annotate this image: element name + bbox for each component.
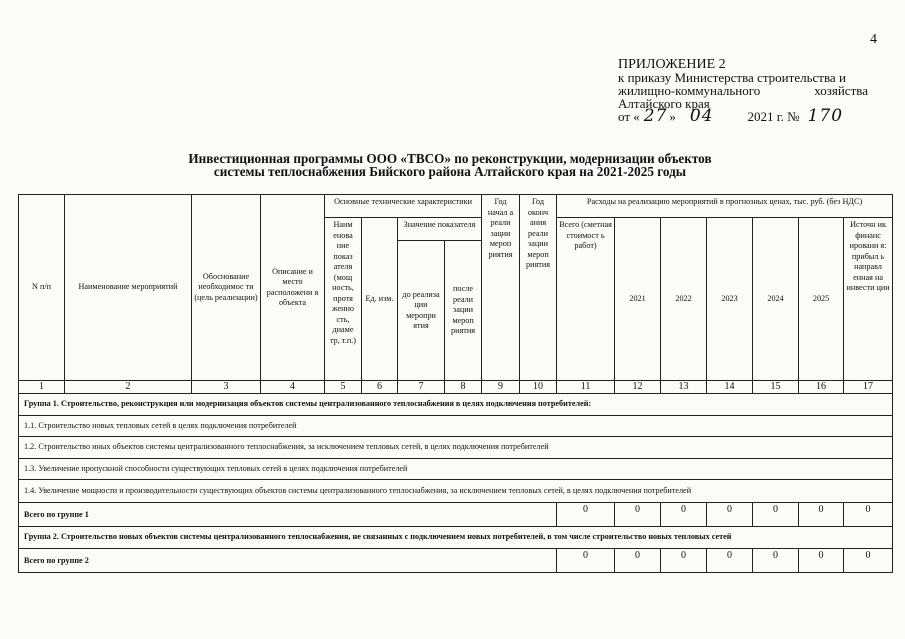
header-cell: 2023 <box>707 218 753 381</box>
column-number-row <box>19 381 893 394</box>
appendix-line: к приказу Министерства строительства и <box>618 70 846 85</box>
title-line: системы теплоснабжения Бийского района Алтайского края на 2021-2025 годы <box>213 164 687 179</box>
column-number: 1 <box>19 381 65 394</box>
group-title-row <box>19 527 893 549</box>
group-item: 1.3. Увеличение пропускной способности существующих тепловых сетей в целях подключения потребителей <box>19 459 893 480</box>
group-total-label: Всего по группе 1 <box>19 503 557 527</box>
appendix-line-part: жилищно-коммунального <box>618 83 761 98</box>
header-cell: Год начал а реали зации мероп риятия <box>482 195 520 381</box>
column-number: 12 <box>615 381 661 394</box>
appendix-line-part: хозяйства <box>814 83 868 98</box>
table-row <box>19 437 893 459</box>
table-row <box>19 480 893 503</box>
total-value: 0 <box>661 549 707 573</box>
group-title: Группа 2. Строительство новых объектов системы централизованного теплоснабжения, не связанных с подключением новых потребителей, в том числе строительство новых тепловых сетей <box>19 527 893 549</box>
group-title-row <box>19 394 893 416</box>
total-value: 0 <box>707 503 753 527</box>
table-row <box>19 459 893 480</box>
total-value: 0 <box>753 503 799 527</box>
header-cell: Наим енова ние показ ателя (мощ ность, протя женно сть, диаме тр, т.п.) <box>325 218 362 381</box>
header-cell: после реали зации мероп риятия <box>445 241 482 381</box>
column-number: 9 <box>482 381 520 394</box>
column-number: 6 <box>362 381 398 394</box>
total-value: 0 <box>844 503 893 527</box>
header-cell: до реализа ции меропри ятия <box>398 241 445 381</box>
document-title <box>100 152 800 178</box>
total-value: 0 <box>753 549 799 573</box>
total-value: 0 <box>661 503 707 527</box>
header-cell: Основные технические характеристики <box>325 195 482 218</box>
table-row <box>19 416 893 437</box>
header-row <box>19 195 893 218</box>
page-number: 4 <box>870 32 877 47</box>
total-value: 0 <box>799 503 844 527</box>
total-value: 0 <box>707 549 753 573</box>
group-title: Группа 1. Строительство, реконструкция или модернизация объектов системы централизованного теплоснабжения в целях подключения потребителей: <box>19 394 893 416</box>
header-cell: Наименование мероприятий <box>65 195 192 381</box>
appendix-block <box>618 57 868 126</box>
column-number: 11 <box>557 381 615 394</box>
header-cell: 2024 <box>753 218 799 381</box>
column-number: 10 <box>520 381 557 394</box>
group-total-row <box>19 549 893 573</box>
group-item: 1.4. Увеличение мощности и производительности существующих объектов системы централизованного теплоснабжения, за исключением тепловых сетей, в целях подключения потребителей <box>19 480 893 503</box>
handwritten-day: 27 <box>643 106 668 126</box>
total-value: 0 <box>557 549 615 573</box>
column-number: 16 <box>799 381 844 394</box>
header-cell: Источн ик финанс ировани я: прибыл ь направл енная на инвести ции <box>844 218 893 381</box>
group-total-label: Всего по группе 2 <box>19 549 557 573</box>
header-cell: 2025 <box>799 218 844 381</box>
column-number: 4 <box>261 381 325 394</box>
header-cell: Значение показателя <box>398 218 482 241</box>
column-number: 15 <box>753 381 799 394</box>
handwritten-order-number: 170 <box>807 106 844 126</box>
header-cell: 2022 <box>661 218 707 381</box>
handwritten-month: 04 <box>689 106 714 126</box>
header-cell: Ед. изм. <box>362 218 398 381</box>
column-number: 7 <box>398 381 445 394</box>
date-year: 2021 г. № <box>747 109 800 124</box>
column-number: 3 <box>192 381 261 394</box>
title-line: Инвестиционная программы ООО «ТВСО» по реконструкции, модернизации объектов <box>188 151 712 166</box>
appendix-line: Алтайского края <box>618 96 710 111</box>
appendix-heading: ПРИЛОЖЕНИЕ 2 <box>618 57 726 72</box>
header-cell: N п/п <box>19 195 65 381</box>
date-prefix: от « <box>618 109 640 124</box>
header-cell: Всего (сметная стоимост ь работ) <box>557 218 615 381</box>
header-cell: 2021 <box>615 218 661 381</box>
group-total-row <box>19 503 893 527</box>
total-value: 0 <box>615 503 661 527</box>
total-value: 0 <box>615 549 661 573</box>
header-cell: Год оконч ания реали зации мероп риятия <box>520 195 557 381</box>
header-cell: Расходы на реализацию мероприятий в прогнозных ценах, тыс. руб. (без НДС) <box>557 195 893 218</box>
header-cell: Описание и место расположени я объекта <box>261 195 325 381</box>
header-cell: Обоснование необходимос ти (цель реализации) <box>192 195 261 381</box>
column-number: 2 <box>65 381 192 394</box>
total-value: 0 <box>557 503 615 527</box>
total-value: 0 <box>844 549 893 573</box>
order-date-line <box>618 106 868 126</box>
group-item: 1.2. Строительство иных объектов системы централизованного теплоснабжения, за исключением тепловых сетей, в целях подключения потребителей <box>19 437 893 459</box>
total-value: 0 <box>799 549 844 573</box>
group-item: 1.1. Строительство новых тепловых сетей в целях подключения потребителей <box>19 416 893 437</box>
column-number: 8 <box>445 381 482 394</box>
investment-table <box>18 194 893 573</box>
column-number: 14 <box>707 381 753 394</box>
column-number: 5 <box>325 381 362 394</box>
date-mid: » <box>669 109 676 124</box>
column-number: 17 <box>844 381 893 394</box>
column-number: 13 <box>661 381 707 394</box>
